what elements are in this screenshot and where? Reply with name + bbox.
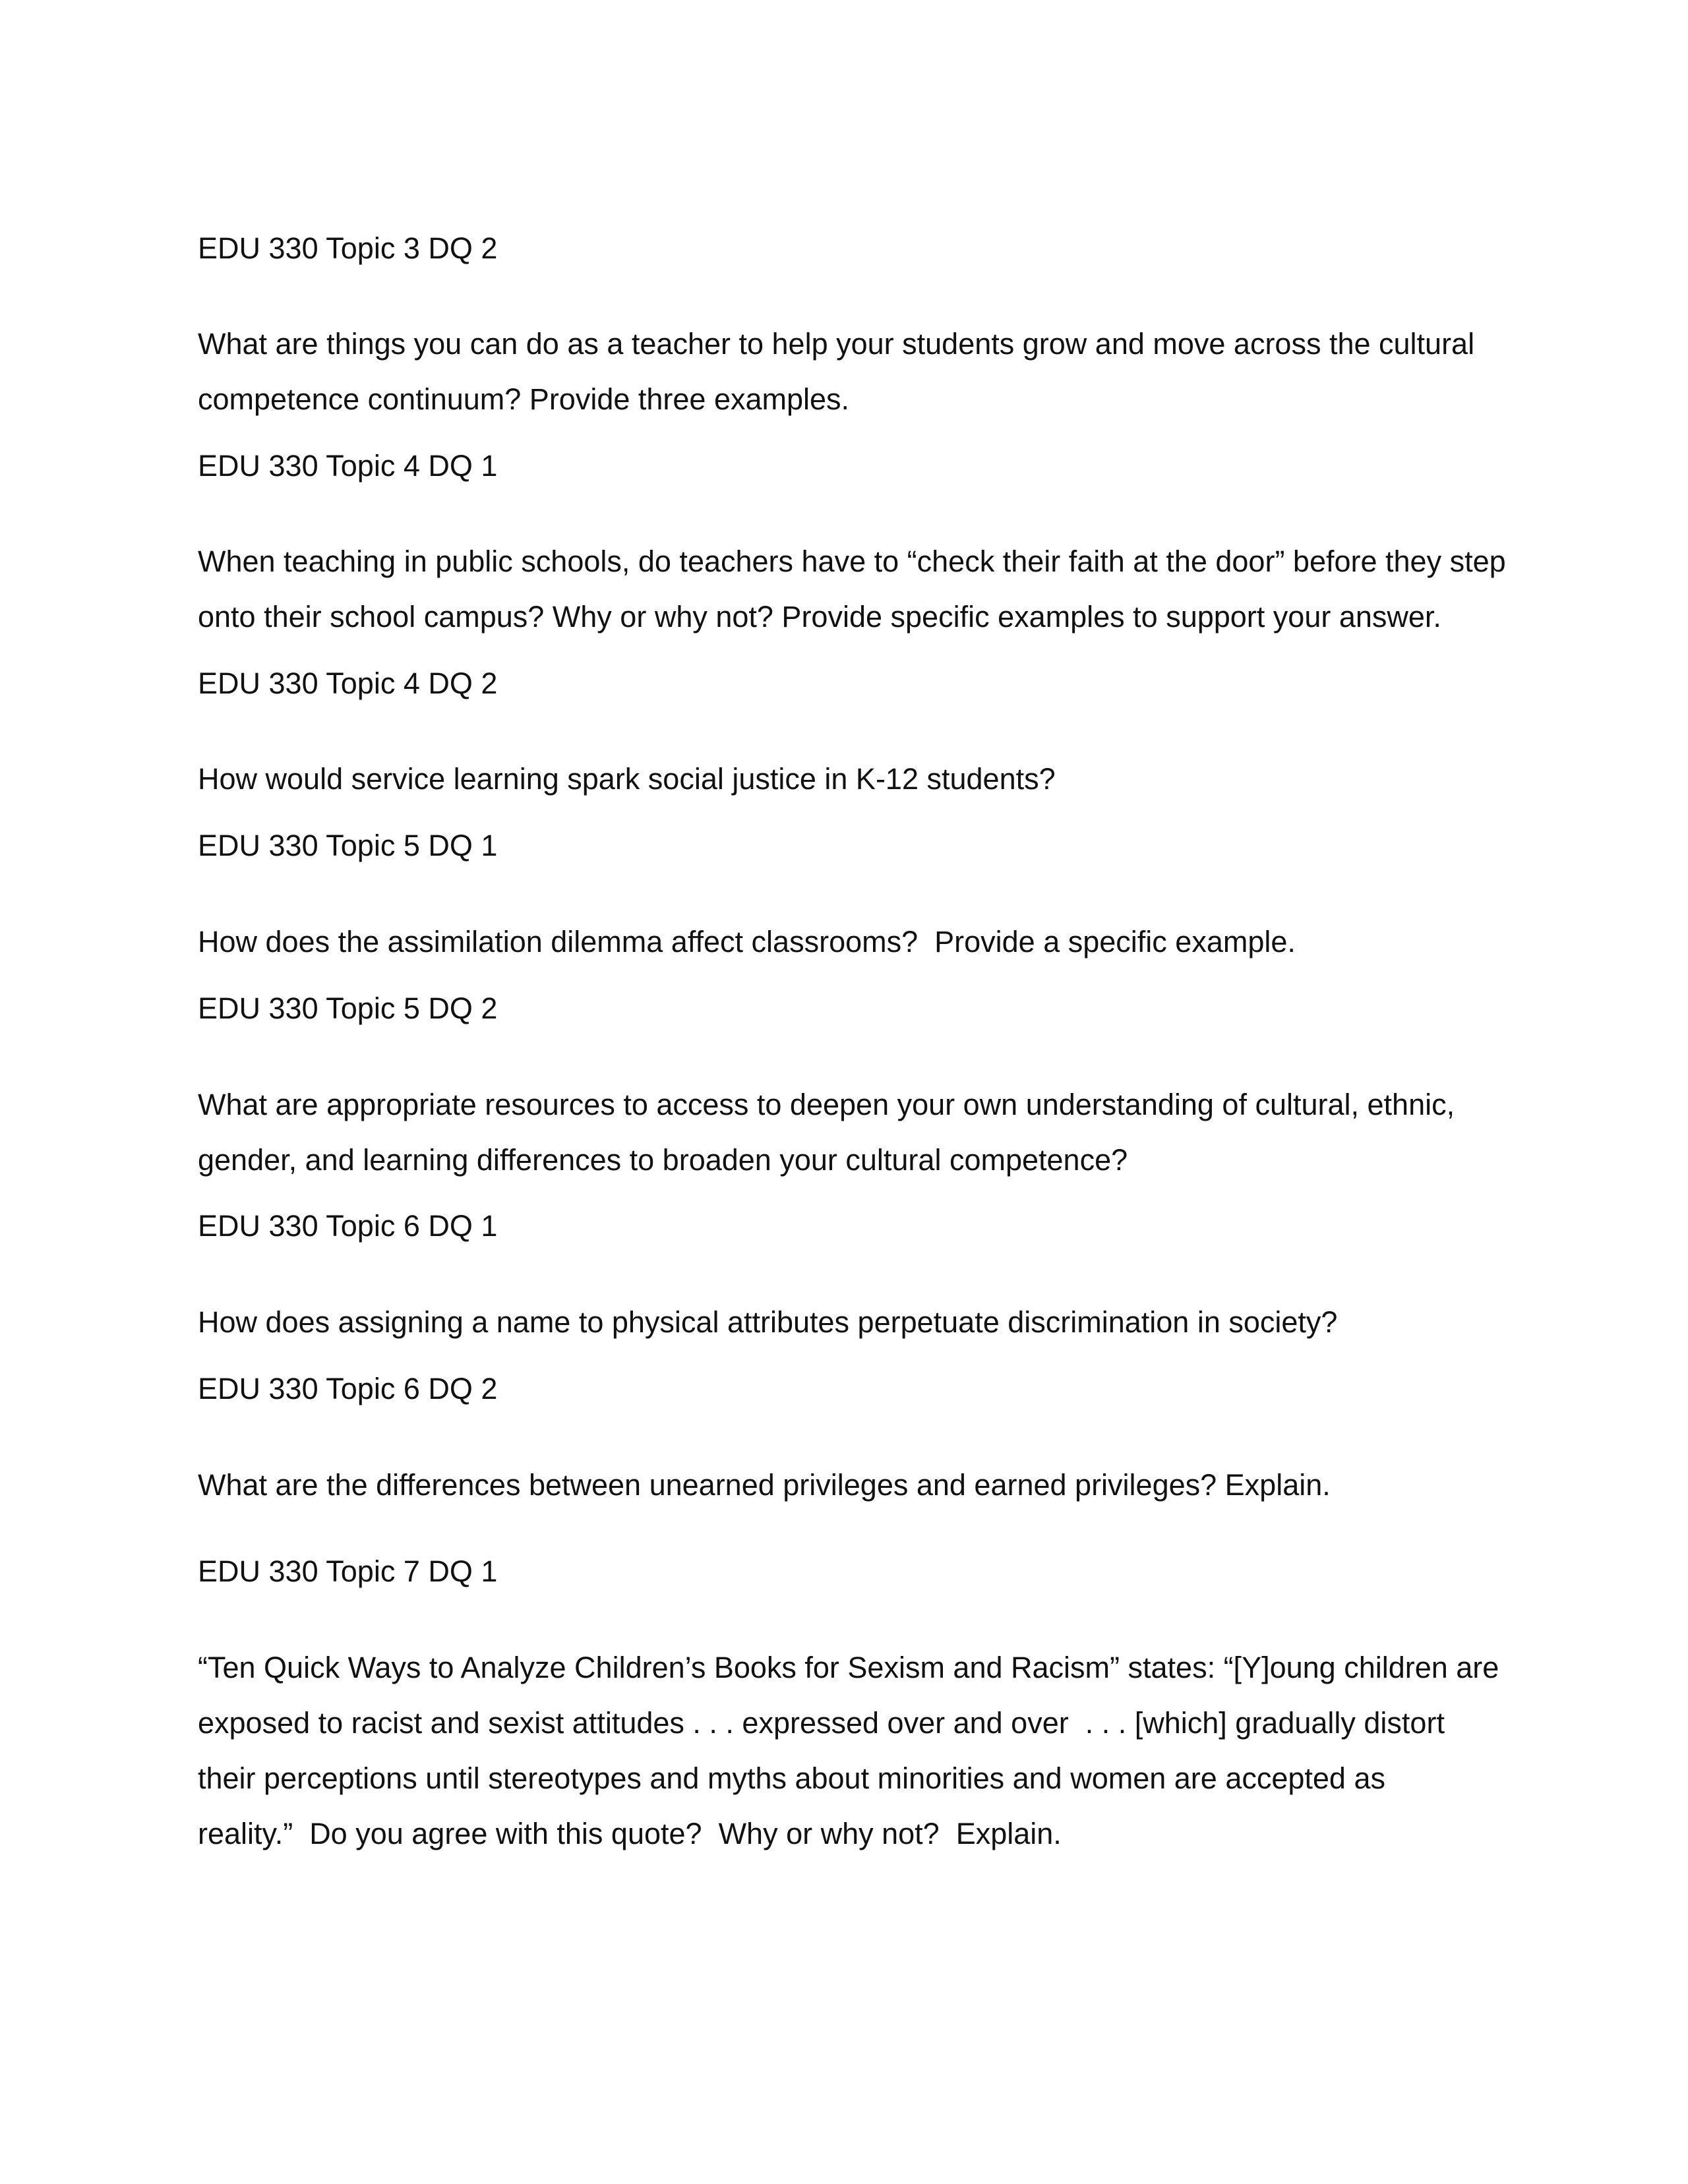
question-line: What are appropriate resources to access to deepen your own understanding of cultural, ethnic, xyxy=(198,1088,1455,1121)
question-line: How does the assimilation dilemma affect classrooms? Provide a specific example. xyxy=(198,925,1296,959)
section-heading: EDU 330 Topic 7 DQ 1 xyxy=(198,1554,498,1588)
question-line: When teaching in public schools, do teachers have to “check their faith at the door” before they step xyxy=(198,545,1506,578)
question-line: “Ten Quick Ways to Analyze Children’s Books for Sexism and Racism” states: “[Y]oung children are xyxy=(198,1651,1499,1684)
section-heading: EDU 330 Topic 6 DQ 2 xyxy=(198,1372,498,1405)
question-line: What are things you can do as a teacher to help your students grow and move across the cultural xyxy=(198,327,1475,361)
question-line: competence continuum? Provide three examples. xyxy=(198,382,850,416)
section-heading: EDU 330 Topic 4 DQ 1 xyxy=(198,449,498,483)
question-line: What are the differences between unearned privileges and earned privileges? Explain. xyxy=(198,1468,1331,1502)
question-line: gender, and learning differences to broaden your cultural competence? xyxy=(198,1143,1128,1177)
question-line: their perceptions until stereotypes and myths about minorities and women are accepted as xyxy=(198,1761,1385,1795)
section-heading: EDU 330 Topic 6 DQ 1 xyxy=(198,1209,498,1243)
question-line: How would service learning spark social justice in K-12 students? xyxy=(198,762,1056,796)
section-heading: EDU 330 Topic 5 DQ 2 xyxy=(198,991,498,1025)
section-heading: EDU 330 Topic 4 DQ 2 xyxy=(198,666,498,700)
question-line: onto their school campus? Why or why not? Provide specific examples to support your answer. xyxy=(198,600,1441,634)
question-line: reality.” Do you agree with this quote? Why or why not? Explain. xyxy=(198,1817,1062,1850)
question-line: How does assigning a name to physical attributes perpetuate discrimination in society? xyxy=(198,1305,1338,1339)
section-heading: EDU 330 Topic 3 DQ 2 xyxy=(198,231,498,265)
section-heading: EDU 330 Topic 5 DQ 1 xyxy=(198,829,498,862)
question-line: exposed to racist and sexist attitudes . . . expressed over and over . . . [which] gradually distort xyxy=(198,1706,1445,1740)
